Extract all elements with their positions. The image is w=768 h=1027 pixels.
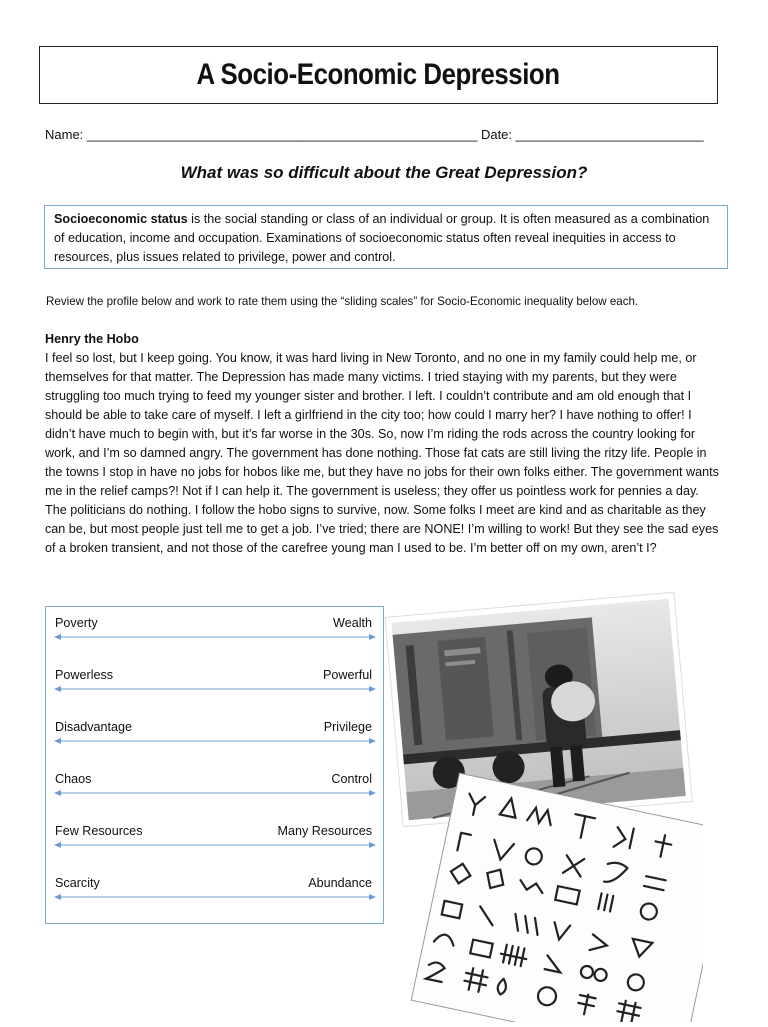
- page-title: A Socio-Economic Depression: [196, 58, 561, 91]
- profile-name: Henry the Hobo: [45, 332, 139, 346]
- date-field[interactable]: Date: __________________________: [480, 127, 704, 142]
- sliding-scales-box: [45, 606, 384, 924]
- double-arrow-icon[interactable]: [54, 892, 376, 902]
- double-arrow-icon[interactable]: [54, 788, 376, 798]
- double-arrow-icon[interactable]: [54, 632, 376, 642]
- scale-left-label: Poverty: [55, 616, 98, 630]
- double-arrow-icon[interactable]: [54, 736, 376, 746]
- definition-term: Socioeconomic status: [54, 212, 188, 226]
- profile-text: I feel so lost, but I keep going. You know, it was hard living in New Toronto, and no one in my family could help me, or themselves for that matter. The Depression has made many victims. I tried staying with my parents, but they were struggling too much trying to feed my younger sister and brother. I left. I couldn’t contribute and am old enough that I should be able to take care of myself. I left a girlfriend in the city too; how could I marry her? I have nothing to offer! I didn’t have much to begin with, but it’s far worse in the 30s. So, now I’m riding the rods across the country looking for work, and I’m so damned angry. The government has done nothing. Those fat cats are still living the ritzy life. People in the towns I stop in have no jobs for hobos like me, but they have no jobs for their own folks either. The government wants me in the relief camps?! Not if I can help it. The government is useless; they offer us pointless work for pennies a day. The politicians do nothing. I follow the hobo signs to survive, now. Some folks I meet are kind and as charitable as they can be, but most people just tell me to get a job. I’ve tried; there are NONE! I’m willing to work! But they see the sad eyes of a broken transient, and not those of the carefree young man I used to be. I’m better off on my own, aren’t I?: [45, 351, 719, 555]
- scale-powerless-powerful[interactable]: [54, 668, 374, 708]
- instructions: Review the profile below and work to rate them using the “sliding scales” for Socio-Economic inequality below each.: [46, 295, 639, 308]
- double-arrow-icon[interactable]: [54, 684, 376, 694]
- hobo-photo: [383, 592, 703, 1022]
- scale-left-label: Chaos: [55, 772, 92, 786]
- photo-collage: [383, 592, 703, 1022]
- definition-text: is the social standing or class of an individual or group. It is often measured as a combination of education, income and occupation. Examinations of socioeconomic status often reveal inequities in access to resources, plus issues related to privilege, power and control.: [54, 212, 710, 264]
- scale-right-label: Powerful: [323, 668, 372, 682]
- name-field[interactable]: Name: ______________________________________________________: [45, 127, 478, 142]
- scale-disadvantage-privilege[interactable]: [54, 720, 374, 760]
- name-date-line: [45, 127, 725, 142]
- scale-left-label: Disadvantage: [55, 720, 133, 734]
- scale-right-label: Wealth: [333, 616, 372, 630]
- scale-right-label: Control: [331, 772, 372, 786]
- double-arrow-icon[interactable]: [54, 840, 376, 850]
- scale-left-label: Few Resources: [55, 824, 143, 838]
- scale-left-label: Powerless: [55, 668, 114, 682]
- scale-right-label: Many Resources: [277, 824, 372, 838]
- scale-poverty-wealth[interactable]: [54, 616, 374, 656]
- definition-box: [44, 205, 728, 269]
- title-box: [39, 46, 718, 104]
- scale-scarcity-abundance[interactable]: [54, 876, 374, 916]
- scale-right-label: Privilege: [323, 720, 372, 734]
- scale-resources[interactable]: [54, 824, 374, 864]
- scale-right-label: Abundance: [308, 876, 372, 890]
- guiding-question: What was so difficult about the Great Depression?: [180, 163, 588, 182]
- scale-chaos-control[interactable]: [54, 772, 374, 812]
- hobo-signs-chart: [411, 773, 703, 1022]
- scale-left-label: Scarcity: [55, 876, 100, 890]
- profile-section: [45, 330, 723, 558]
